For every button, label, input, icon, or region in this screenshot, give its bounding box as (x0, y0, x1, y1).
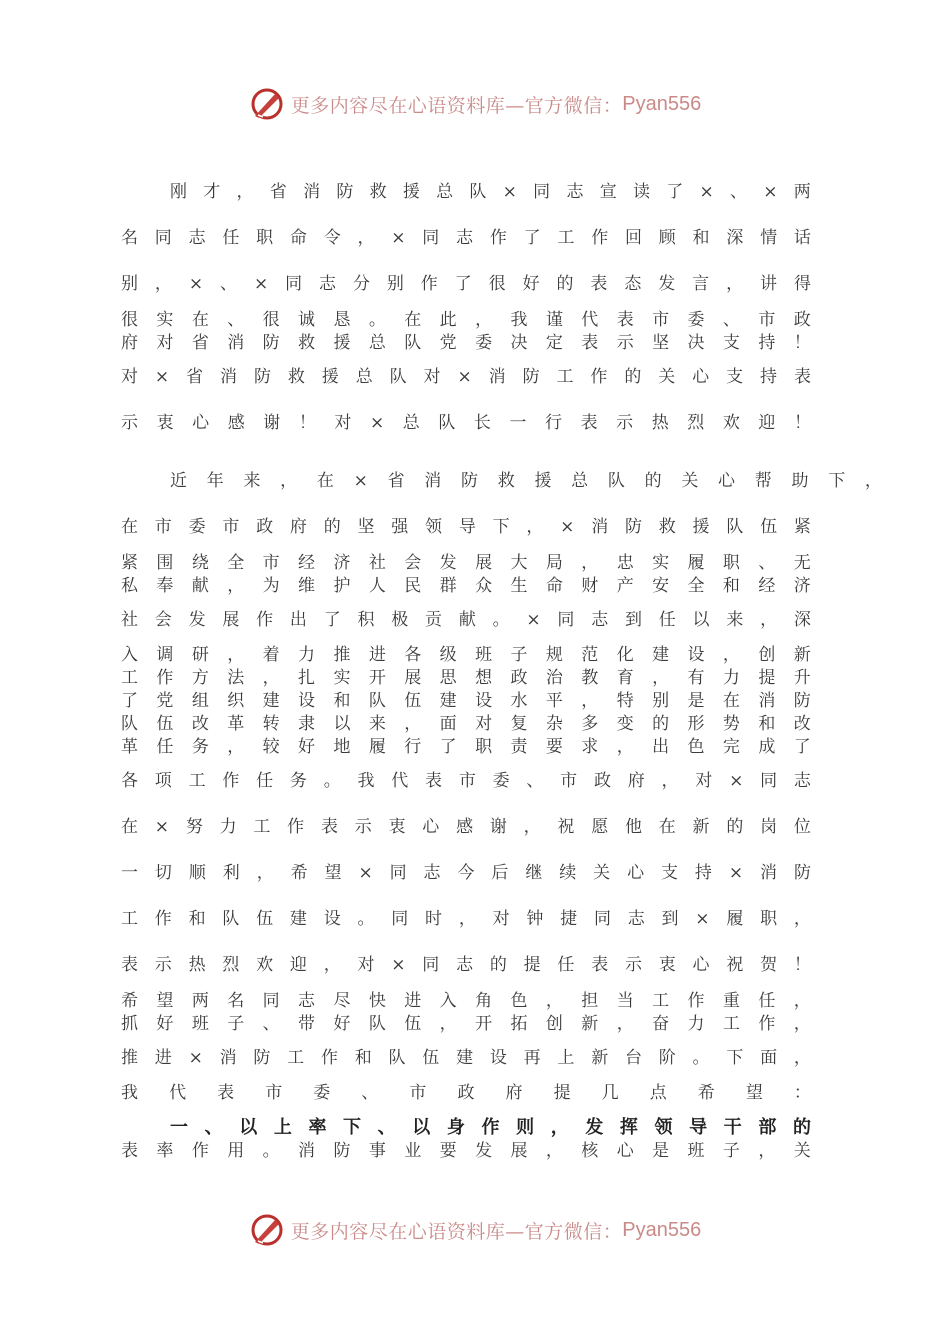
text-line: 在 市 委 市 政 府 的 坚 强 领 导 下 ， × 消 防 救 援 队 伍 紧 (121, 517, 811, 537)
banner-text: 更多内容尽在心语资料库—官方微信： (290, 1220, 623, 1243)
pen-logo-icon (249, 86, 285, 122)
text-line: 队 伍 改 革 转 隶 以 来 ， 面 对 复 杂 多 变 的 形 势 和 改 (121, 714, 811, 734)
text-line: 近 年 来 ， 在 × 省 消 防 救 援 总 队 的 关 心 帮 助 下 ， (170, 471, 882, 491)
text-line: 我 代 表 市 委 、 市 政 府 提 几 点 希 望 ： (121, 1083, 811, 1103)
text-line: 很 实 在 、 很 诚 恳 。 在 此 ， 我 谨 代 表 市 委 、 市 政 (121, 310, 811, 330)
text-line: 一 切 顺 利 ， 希 望 × 同 志 今 后 继 续 关 心 支 持 × 消 防 (121, 863, 811, 883)
text-line: 示 衷 心 感 谢 ！ 对 × 总 队 长 一 行 表 示 热 烈 欢 迎 ！ (121, 413, 811, 433)
text-line: 名 同 志 任 职 命 令 ， × 同 志 作 了 工 作 回 顾 和 深 情 话 (121, 228, 811, 248)
text-line: 入 调 研 ， 着 力 推 进 各 级 班 子 规 范 化 建 设 ， 创 新 (121, 645, 811, 665)
text-line: 工 作 和 队 伍 建 设 。 同 时 ， 对 钟 捷 同 志 到 × 履 职 ， (121, 909, 811, 929)
text-line: 推 进 × 消 防 工 作 和 队 伍 建 设 再 上 新 台 阶 。 下 面 ， (121, 1048, 811, 1068)
footer-watermark (0, 1210, 950, 1250)
text-line: 在 × 努 力 工 作 表 示 衷 心 感 谢 ， 祝 愿 他 在 新 的 岗 位 (121, 817, 811, 837)
banner-text: 更多内容尽在心语资料库—官方微信： (290, 94, 623, 117)
text-line: 别 ， × 、 × 同 志 分 别 作 了 很 好 的 表 态 发 言 ， 讲 得 (121, 274, 811, 294)
text-line: 社 会 发 展 作 出 了 积 极 贡 献 。 × 同 志 到 任 以 来 ， 深 (121, 610, 811, 630)
text-line: 各 项 工 作 任 务 。 我 代 表 市 委 、 市 政 府 ， 对 × 同 志 (121, 771, 811, 791)
header-watermark (0, 84, 950, 124)
text-line: 抓 好 班 子 、 带 好 队 伍 ， 开 拓 创 新 ， 奋 力 工 作 ， (121, 1014, 811, 1034)
text-line: 紧 围 绕 全 市 经 济 社 会 发 展 大 局 ， 忠 实 履 职 、 无 (121, 553, 811, 573)
text-line: 表 示 热 烈 欢 迎 ， 对 × 同 志 的 提 任 表 示 衷 心 祝 贺 ！ (121, 955, 811, 975)
pen-logo-icon (249, 1212, 285, 1248)
text-line: 工 作 方 法 ， 扎 实 开 展 思 想 政 治 教 育 ， 有 力 提 升 (121, 668, 811, 688)
text-line: 一 、 以 上 率 下 、 以 身 作 则 ， 发 挥 领 导 干 部 的 (170, 1117, 811, 1138)
text-line: 希 望 两 名 同 志 尽 快 进 入 角 色 ， 担 当 工 作 重 任 ， (121, 991, 811, 1011)
banner-wechat-id: Pyan556 (622, 92, 702, 115)
text-line: 刚 才 ， 省 消 防 救 援 总 队 × 同 志 宣 读 了 × 、 × 两 (170, 182, 811, 202)
text-line: 对 × 省 消 防 救 援 总 队 对 × 消 防 工 作 的 关 心 支 持 表 (121, 367, 811, 387)
text-line: 表 率 作 用 。 消 防 事 业 要 发 展 ， 核 心 是 班 子 ， 关 (121, 1141, 811, 1161)
text-line: 私 奉 献 ， 为 维 护 人 民 群 众 生 命 财 产 安 全 和 经 济 (121, 576, 811, 596)
text-line: 革 任 务 ， 较 好 地 履 行 了 职 责 要 求 ， 出 色 完 成 了 (121, 737, 811, 757)
text-line: 府 对 省 消 防 救 援 总 队 党 委 决 定 表 示 坚 决 支 持 ！ (121, 333, 811, 353)
banner-wechat-id: Pyan556 (622, 1218, 702, 1241)
text-line: 了 党 组 织 建 设 和 队 伍 建 设 水 平 ， 特 别 是 在 消 防 (121, 691, 811, 711)
